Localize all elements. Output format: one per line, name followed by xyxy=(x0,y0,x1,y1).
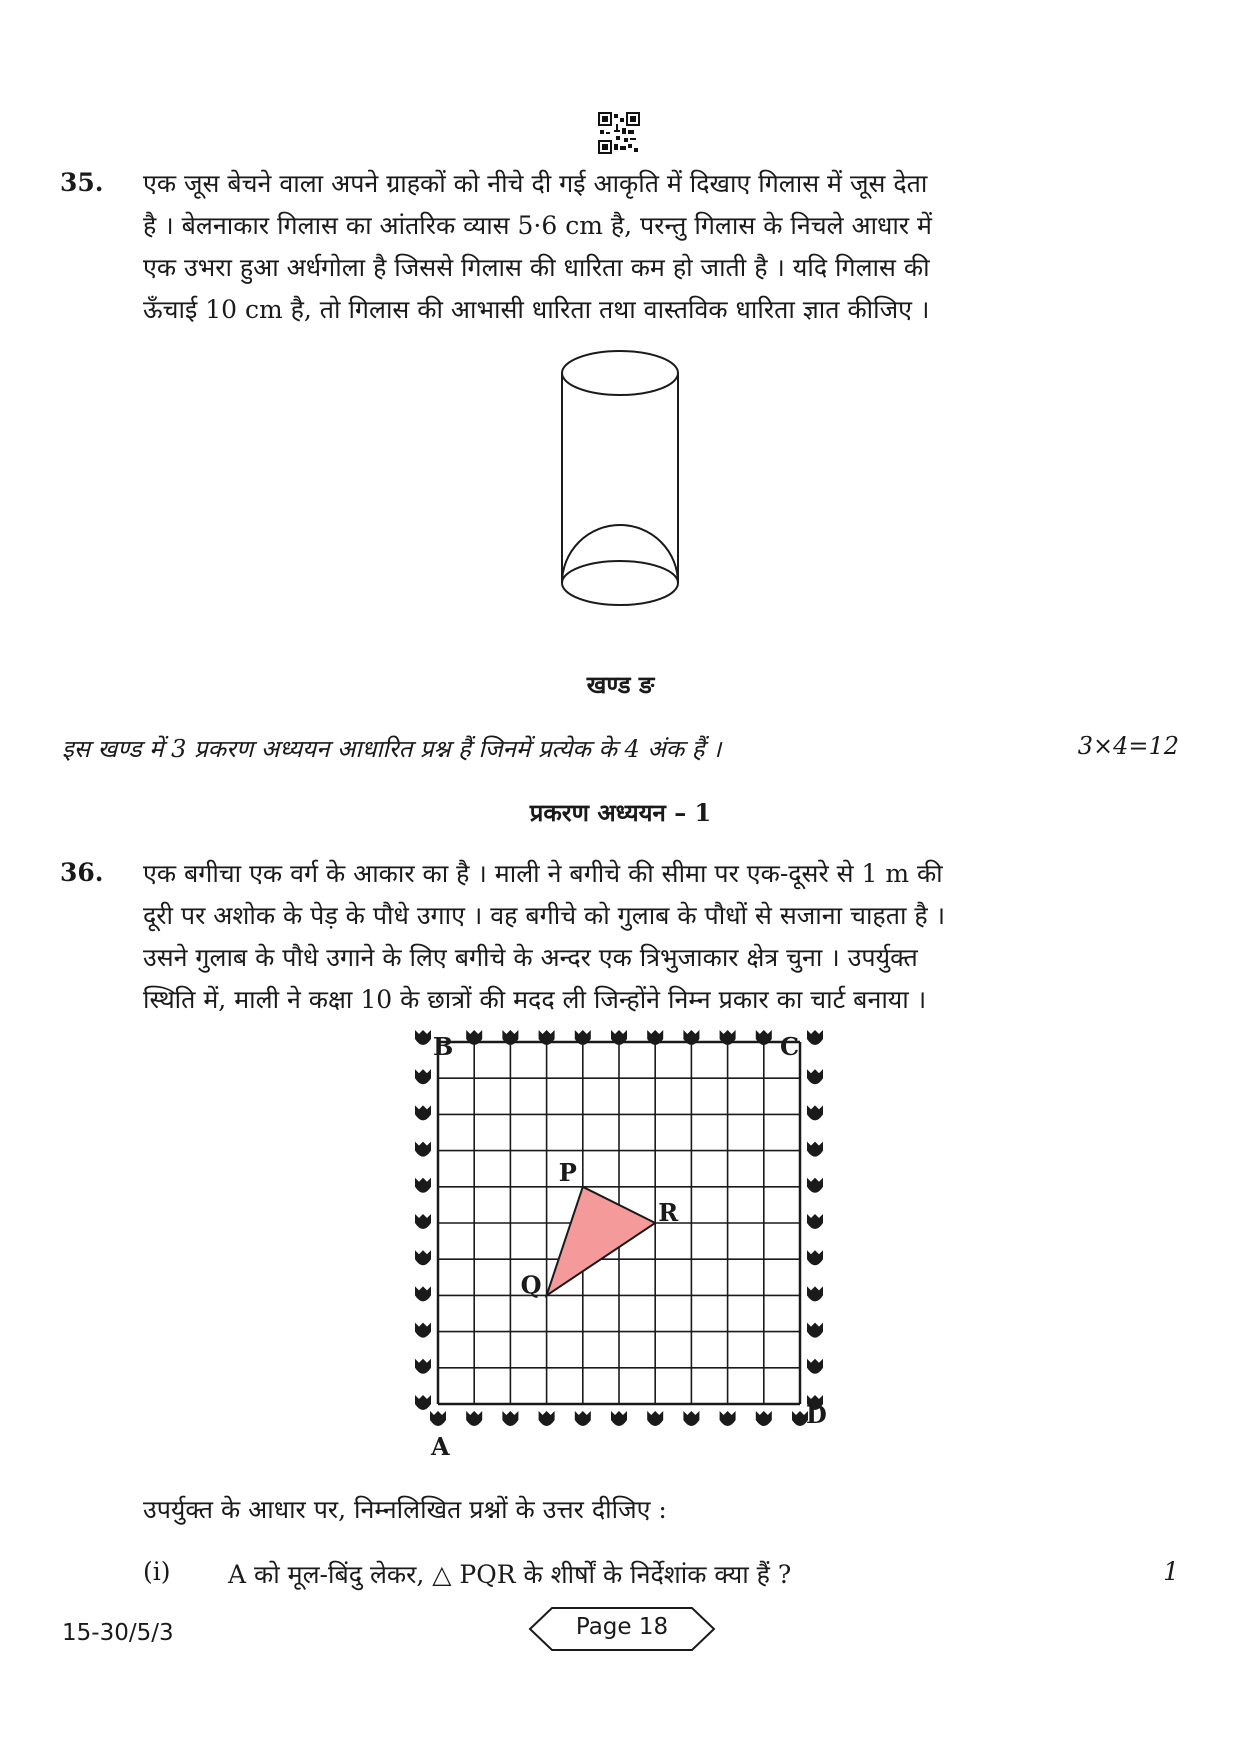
qr-code xyxy=(598,112,640,154)
ashoka-tree-icon xyxy=(720,1411,736,1426)
ashoka-tree-icon xyxy=(415,1286,431,1301)
question-35-line: एक जूस बेचने वाला अपने ग्राहकों को नीचे दी गई आकृति में दिखाए गिलास में जूस देता xyxy=(143,169,928,198)
ashoka-tree-icon xyxy=(415,1359,431,1374)
ashoka-tree-icon xyxy=(466,1411,482,1426)
question-36-line: दूरी पर अशोक के पेड़ के पौधे उगाए । वह बगीचे को गुलाब के पौधों से सजाना चाहता है । xyxy=(143,901,946,930)
ashoka-tree-icon xyxy=(807,1030,823,1045)
question-35-line: है । बेलनाकार गिलास का आंतरिक व्यास 5·6 cm है, परन्तु गिलास के निचले आधार में xyxy=(143,211,932,240)
ashoka-tree-icon xyxy=(807,1359,823,1374)
ashoka-tree-icon xyxy=(807,1105,823,1120)
ashoka-tree-icon xyxy=(807,1323,823,1338)
vertex-label-q: Q xyxy=(520,1270,542,1300)
ashoka-tree-icon xyxy=(415,1250,431,1265)
garden-grid-figure xyxy=(400,1030,840,1460)
question-36-number: 36. xyxy=(60,858,104,887)
ashoka-tree-icon xyxy=(807,1286,823,1301)
ashoka-tree-icon xyxy=(415,1030,431,1045)
sub-question-label: (i) xyxy=(143,1557,171,1586)
ashoka-tree-icon xyxy=(502,1411,518,1426)
sub-question-marks: 1 xyxy=(1163,1557,1179,1586)
ashoka-tree-icon xyxy=(415,1178,431,1193)
question-36-prompt: उपर्युक्त के आधार पर, निम्नलिखित प्रश्नों के उत्तर दीजिए : xyxy=(143,1495,667,1524)
paper-code: 15-30/5/3 xyxy=(62,1620,174,1646)
glass-top-rim xyxy=(562,351,678,395)
vertex-label-p: P xyxy=(558,1157,577,1187)
question-36-line: उसने गुलाब के पौधे उगाने के लिए बगीचे के अन्दर एक त्रिभुजाकार क्षेत्र चुना । उपर्युक्त xyxy=(143,943,918,972)
glass-base xyxy=(562,561,678,605)
ashoka-tree-icon xyxy=(807,1214,823,1229)
triangle-pqr xyxy=(547,1187,656,1296)
page-number: Page 18 xyxy=(575,1614,669,1640)
ashoka-tree-icon xyxy=(683,1411,699,1426)
section-marks: 3×4=12 xyxy=(1077,732,1179,760)
corner-label-c: C xyxy=(780,1032,800,1061)
section-title: खण्ड ङ xyxy=(586,670,655,699)
question-35-line: ऊँचाई 10 cm है, तो गिलास की आभासी धारिता तथा वास्तविक धारिता ज्ञात कीजिए । xyxy=(143,295,930,324)
case-study-title: प्रकरण अध्ययन – 1 xyxy=(529,798,712,827)
ashoka-tree-icon xyxy=(415,1323,431,1338)
question-35-number: 35. xyxy=(60,168,104,197)
corner-label-a: A xyxy=(431,1432,450,1460)
ashoka-tree-icon xyxy=(415,1105,431,1120)
ashoka-tree-icon xyxy=(415,1142,431,1157)
ashoka-tree-icon xyxy=(415,1069,431,1084)
ashoka-tree-icon xyxy=(415,1395,431,1410)
ashoka-tree-icon xyxy=(807,1178,823,1193)
ashoka-tree-icon xyxy=(575,1411,591,1426)
ashoka-tree-icon xyxy=(807,1142,823,1157)
ashoka-tree-icon xyxy=(611,1411,627,1426)
corner-label-d: D xyxy=(806,1400,827,1429)
ashoka-tree-icon xyxy=(430,1411,446,1426)
corner-label-b: B xyxy=(433,1032,454,1061)
ashoka-tree-icon xyxy=(756,1411,772,1426)
question-36-line: स्थिति में, माली ने कक्षा 10 के छात्रों की मदद ली जिन्होंने निम्न प्रकार का चार्ट बनाया । xyxy=(143,985,927,1014)
question-36-text xyxy=(143,853,1109,1021)
glass-hemisphere xyxy=(562,525,678,583)
glass-figure xyxy=(550,345,690,615)
question-35-text xyxy=(143,163,1109,331)
question-35-line: एक उभरा हुआ अर्धगोला है जिससे गिलास की धारिता कम हो जाती है । यदि गिलास की xyxy=(143,253,930,282)
sub-question-text: A को मूल-बिंदु लेकर, △ PQR के शीर्षों के निर्देशांक क्या हैं ? xyxy=(228,1560,792,1589)
question-36-line: एक बगीचा एक वर्ग के आकार का है । माली ने बगीचे की सीमा पर एक-दूसरे से 1 m की xyxy=(143,859,943,888)
ashoka-tree-icon xyxy=(807,1069,823,1084)
ashoka-tree-icon xyxy=(539,1411,555,1426)
ashoka-tree-icon xyxy=(647,1411,663,1426)
section-instruction: इस खण्ड में 3 प्रकरण अध्ययन आधारित प्रश्न हैं जिनमें प्रत्येक के 4 अंक हैं । xyxy=(62,735,722,763)
ashoka-tree-icon xyxy=(807,1250,823,1265)
ashoka-tree-icon xyxy=(415,1214,431,1229)
vertex-label-r: R xyxy=(658,1198,679,1227)
